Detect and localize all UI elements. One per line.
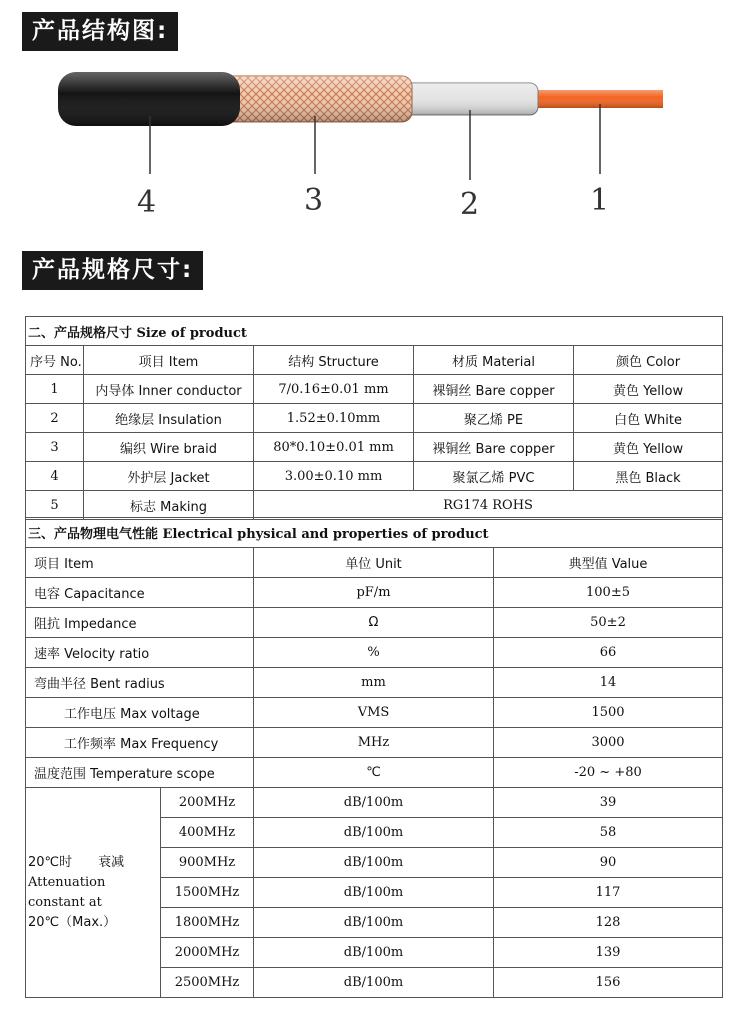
row-unit: Ω xyxy=(254,608,494,638)
att-unit: dB/100m xyxy=(254,878,494,908)
att-unit: dB/100m xyxy=(254,908,494,938)
att-value: 156 xyxy=(494,968,723,998)
row-unit: pF/m xyxy=(254,578,494,608)
row-item: 编织 Wire braid xyxy=(84,433,254,462)
row-item: 内导体 Inner conductor xyxy=(84,375,254,404)
header-unit: 单位 Unit xyxy=(254,548,494,578)
row-unit: % xyxy=(254,638,494,668)
table-row xyxy=(26,698,723,728)
table-row xyxy=(26,462,723,491)
att-freq: 2000MHz xyxy=(161,938,254,968)
att-value: 117 xyxy=(494,878,723,908)
table-row xyxy=(26,404,723,433)
row-unit: mm xyxy=(254,668,494,698)
callout-3: 3 xyxy=(304,183,324,218)
header-value: 典型值 Value xyxy=(494,548,723,578)
table-row xyxy=(26,578,723,608)
row-material: 裸铜丝 Bare copper xyxy=(414,433,574,462)
size-section-title-en: Size of product xyxy=(136,325,247,341)
electrical-table-header xyxy=(26,548,723,578)
row-material: 聚氯乙烯 PVC xyxy=(414,462,574,491)
row-no: 4 xyxy=(26,462,84,491)
att-value: 58 xyxy=(494,818,723,848)
row-structure: 3.00±0.10 mm xyxy=(254,462,414,491)
attenuation-label-line1: 20℃时 衰减 xyxy=(28,854,125,870)
att-freq: 200MHz xyxy=(161,788,254,818)
att-unit: dB/100m xyxy=(254,818,494,848)
callout-1: 1 xyxy=(590,183,610,218)
size-table-header xyxy=(26,346,723,375)
electrical-section-title-en: Electrical physical and properties of product xyxy=(162,527,489,542)
attenuation-label xyxy=(26,788,161,998)
size-section-header xyxy=(26,317,723,346)
row-value: 50±2 xyxy=(494,608,723,638)
header-no: 序号 No. xyxy=(26,346,84,375)
structure-section-title: 产品结构图: xyxy=(22,12,178,51)
marking-value: RG174 ROHS xyxy=(254,491,723,520)
att-freq: 400MHz xyxy=(161,818,254,848)
row-item: 工作频率 Max Frequency xyxy=(26,728,254,758)
row-item: 电容 Capacitance xyxy=(26,578,254,608)
row-material: 聚乙烯 PE xyxy=(414,404,574,433)
row-unit: ℃ xyxy=(254,758,494,788)
att-freq: 1800MHz xyxy=(161,908,254,938)
row-item: 温度范围 Temperature scope xyxy=(26,758,254,788)
att-unit: dB/100m xyxy=(254,788,494,818)
table-row xyxy=(26,491,723,520)
att-freq: 2500MHz xyxy=(161,968,254,998)
att-value: 128 xyxy=(494,908,723,938)
row-item: 绝缘层 Insulation xyxy=(84,404,254,433)
callout-4: 4 xyxy=(137,185,157,220)
callout-2: 2 xyxy=(460,187,480,220)
row-no: 1 xyxy=(26,375,84,404)
row-value: 14 xyxy=(494,668,723,698)
header-item: 项目 Item xyxy=(26,548,254,578)
table-row xyxy=(26,758,723,788)
cable-structure-diagram xyxy=(0,70,750,220)
row-value: 100±5 xyxy=(494,578,723,608)
header-item: 项目 Item xyxy=(84,346,254,375)
att-value: 39 xyxy=(494,788,723,818)
row-material: 裸铜丝 Bare copper xyxy=(414,375,574,404)
row-item: 阻抗 Impedance xyxy=(26,608,254,638)
att-freq: 1500MHz xyxy=(161,878,254,908)
table-row xyxy=(26,638,723,668)
size-of-product-table xyxy=(25,316,723,520)
att-unit: dB/100m xyxy=(254,848,494,878)
row-color: 黑色 Black xyxy=(574,462,723,491)
electrical-section-header xyxy=(26,518,723,548)
row-value: -20 ~ +80 xyxy=(494,758,723,788)
att-freq: 900MHz xyxy=(161,848,254,878)
header-structure: 结构 Structure xyxy=(254,346,414,375)
row-item: 标志 Making xyxy=(84,491,254,520)
header-color: 颜色 Color xyxy=(574,346,723,375)
table-row xyxy=(26,433,723,462)
att-unit: dB/100m xyxy=(254,938,494,968)
row-structure: 1.52±0.10mm xyxy=(254,404,414,433)
row-unit: MHz xyxy=(254,728,494,758)
att-value: 90 xyxy=(494,848,723,878)
size-section-title: 产品规格尺寸: xyxy=(22,251,203,290)
row-unit: VMS xyxy=(254,698,494,728)
attenuation-label-line2: Attenuation constant at xyxy=(28,874,106,910)
row-value: 3000 xyxy=(494,728,723,758)
electrical-properties-table xyxy=(25,517,723,998)
att-unit: dB/100m xyxy=(254,968,494,998)
row-value: 66 xyxy=(494,638,723,668)
row-structure: 7/0.16±0.01 mm xyxy=(254,375,414,404)
row-color: 黄色 Yellow xyxy=(574,433,723,462)
row-no: 2 xyxy=(26,404,84,433)
table-row xyxy=(26,608,723,638)
table-row xyxy=(26,728,723,758)
row-no: 5 xyxy=(26,491,84,520)
size-section-title-cn: 二、产品规格尺寸 xyxy=(28,325,133,341)
header-material: 材质 Material xyxy=(414,346,574,375)
row-item: 弯曲半径 Bent radius xyxy=(26,668,254,698)
row-structure: 80*0.10±0.01 mm xyxy=(254,433,414,462)
row-value: 1500 xyxy=(494,698,723,728)
row-item: 外护层 Jacket xyxy=(84,462,254,491)
row-color: 白色 White xyxy=(574,404,723,433)
electrical-section-title-cn: 三、产品物理电气性能 xyxy=(28,527,159,542)
table-row xyxy=(26,668,723,698)
row-no: 3 xyxy=(26,433,84,462)
table-row xyxy=(26,375,723,404)
attenuation-label-line3: 20℃（Max.） xyxy=(28,914,117,930)
table-row xyxy=(26,788,723,818)
row-item: 速率 Velocity ratio xyxy=(26,638,254,668)
row-color: 黄色 Yellow xyxy=(574,375,723,404)
att-value: 139 xyxy=(494,938,723,968)
row-item: 工作电压 Max voltage xyxy=(26,698,254,728)
